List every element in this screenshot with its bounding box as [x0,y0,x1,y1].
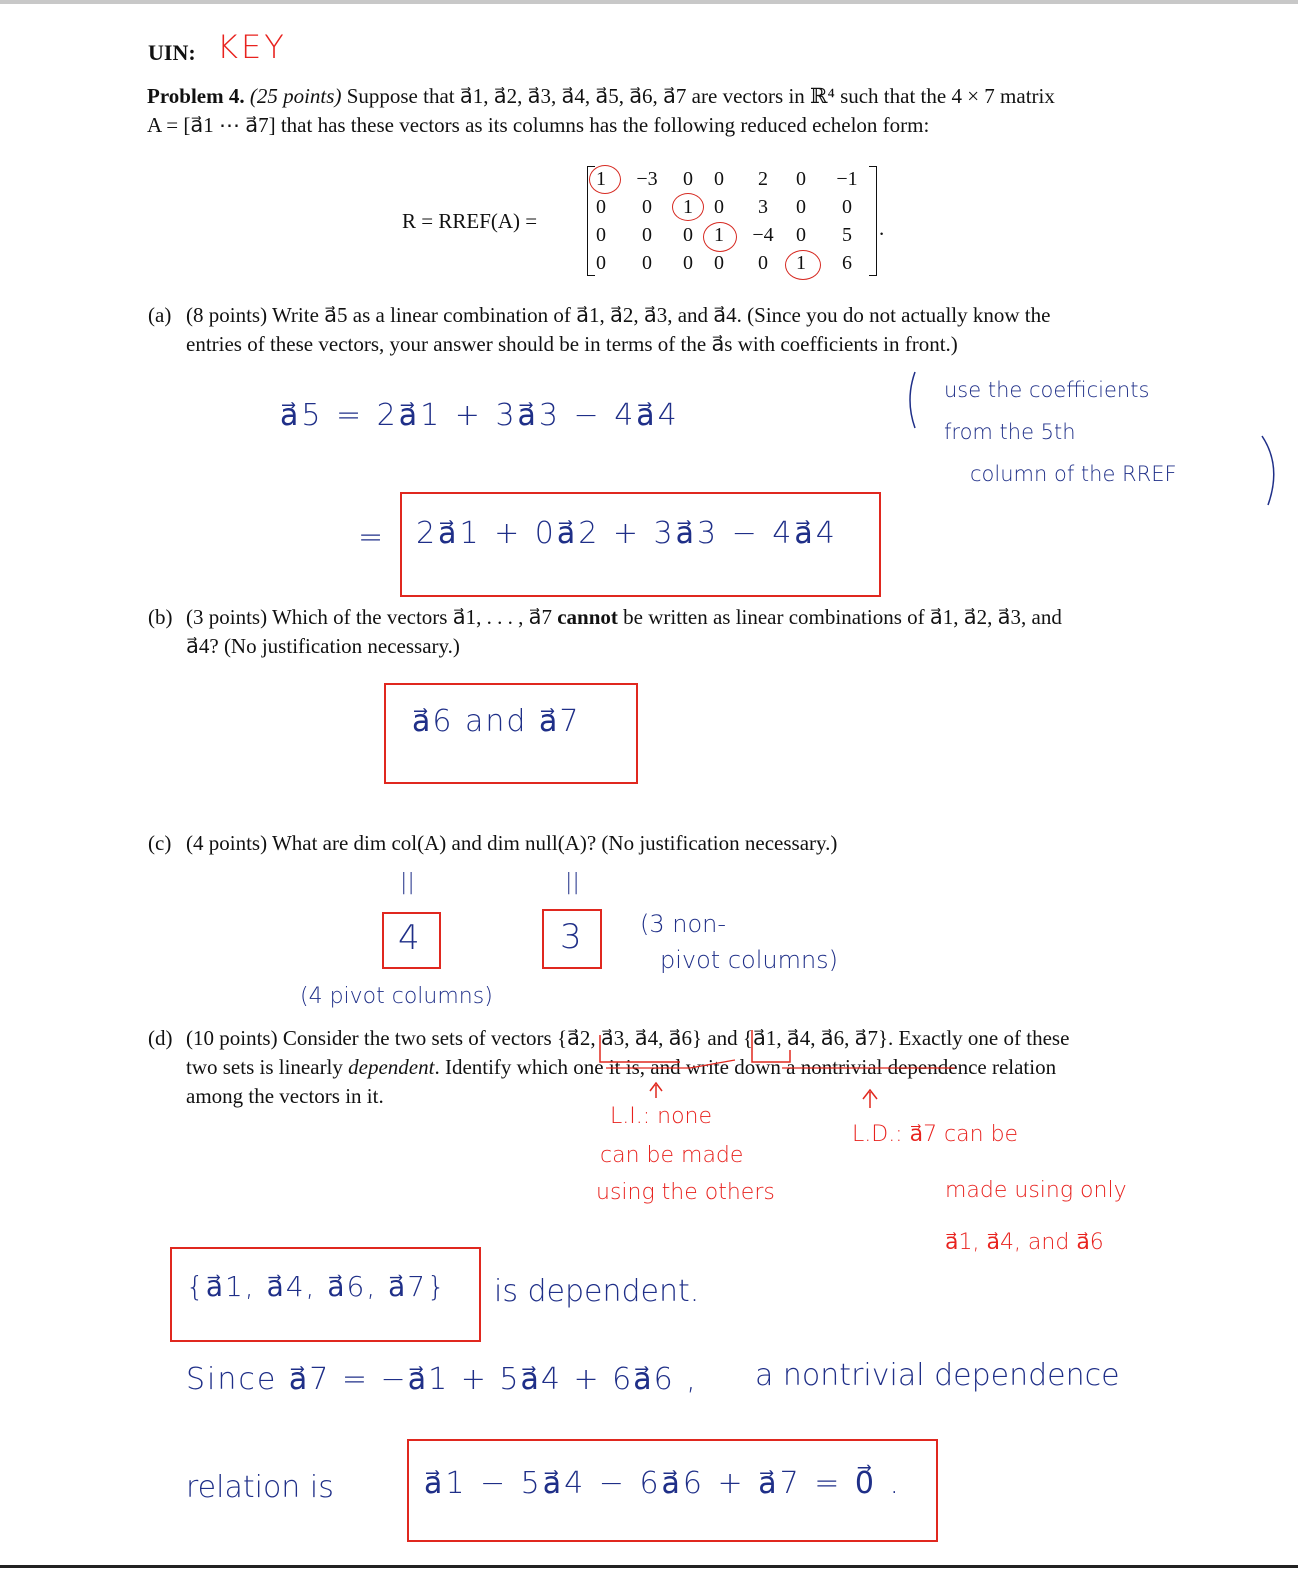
part-a-line2: entries of these vectors, your answer should be in terms of the a⃗s with coefficients in front.) [186,332,958,356]
part-b-label: (b) [148,605,173,629]
li-note3: using the others [596,1180,775,1205]
part-d-line2-post: . Identify which one it is, and write down a nontrivial dependence relation [434,1055,1057,1079]
part-c-label: (c) [148,831,172,855]
problem-points: (25 points) [249,84,342,108]
part-c-line1: (4 points) What are dim col(A) and dim null(A)? (No justification necessary.) [186,831,838,855]
matrix-cell: 0 [796,168,806,190]
matrix-cell: −3 [636,168,658,190]
matrix-cell: 0 [642,252,652,274]
part-d-is-dependent: is dependent. [494,1274,700,1309]
ld-note2: made using only [945,1178,1127,1203]
matrix-cell: 0 [714,196,724,218]
part-c-note-col: (4 pivot columns) [300,984,493,1009]
part-c-note-null2: pivot columns) [660,946,839,974]
matrix-cell: 5 [842,224,852,246]
matrix-cell: 0 [714,252,724,274]
part-b-line1-pre: (3 points) Which of the vectors a⃗1, . . . , a⃗7 [186,605,558,629]
part-b-line1-post: be written as linear combinations of a⃗1, a⃗2, a⃗3, and [617,605,1062,629]
matrix-cell: 0 [642,224,652,246]
matrix-cell: 0 [796,224,806,246]
uin-value: KEY [217,28,287,66]
matrix-cell: 0 [596,252,606,274]
part-d-line1: (10 points) Consider the two sets of vectors {a⃗2, a⃗3, a⃗4, a⃗6} and {a⃗1, a⃗4, a⃗6, a⃗7}. Exactly one of these [186,1026,1070,1050]
part-d-nontrivial: a nontrivial dependence [755,1358,1120,1393]
part-b-cannot: cannot [557,605,618,629]
li-note1: L.I.: none [610,1104,713,1129]
uin-label: UIN: [148,40,196,65]
matrix-cell: 1 [714,224,724,246]
part-a-note1: use the coefficients [944,378,1150,402]
matrix-cell: 0 [842,196,852,218]
matrix-cell: 0 [596,224,606,246]
matrix-cell: −1 [836,168,858,190]
part-c-note-null1: (3 non- [640,910,727,938]
matrix-cell: 3 [758,196,768,218]
part-c-eq2: || [565,870,580,895]
part-d-set-answer: {a⃗1, a⃗4, a⃗6, a⃗7} [186,1270,447,1303]
matrix-cell: −4 [752,224,774,246]
part-d-label: (d) [148,1026,173,1050]
rref-label: R = RREF(A) = [402,209,538,233]
part-d-line3: among the vectors in it. [186,1084,384,1108]
matrix-period: . [879,216,885,240]
matrix-cell: 0 [683,252,693,274]
matrix-cell: 1 [683,196,693,218]
problem-line2: A = [a⃗1 ⋯ a⃗7] that has these vectors as its columns has the following reduced echelon form: [147,113,930,137]
part-c-eq1: || [400,870,415,895]
dim-null-value: 3 [560,917,582,957]
part-b-answer: a⃗6 and a⃗7 [412,704,581,739]
problem-title: Problem 4. [147,84,245,108]
part-a-line1: (8 points) Write a⃗5 as a linear combination of a⃗1, a⃗2, a⃗3, and a⃗4. (Since you do not actually know the [186,303,1051,327]
matrix-cell: 0 [796,196,806,218]
matrix-cell: 1 [796,252,806,274]
matrix-cell: 0 [714,168,724,190]
part-d-line2-pre: two sets is linearly [186,1055,349,1079]
part-a-work: a⃗5 = 2a⃗1 + 3a⃗3 − 4a⃗4 [280,398,680,433]
dim-col-value: 4 [398,918,420,958]
part-d-since: Since a⃗7 = −a⃗1 + 5a⃗4 + 6a⃗6 , [186,1362,698,1397]
matrix-cell: 0 [642,196,652,218]
matrix-cell: 0 [758,252,768,274]
matrix-cell: 6 [842,252,852,274]
part-a-answer: 2a⃗1 + 0a⃗2 + 3a⃗3 − 4a⃗4 [416,516,838,551]
part-a-note2: from the 5th [944,420,1076,444]
part-a-note3: column of the RREF [970,462,1177,486]
part-b-line2: a⃗4? (No justification necessary.) [186,634,460,658]
ld-note3: a⃗1, a⃗4, and a⃗6 [945,1230,1104,1255]
matrix-cell: 0 [596,196,606,218]
matrix-cell: 0 [683,168,693,190]
ld-note1: L.D.: a⃗7 can be [852,1122,1019,1147]
part-d-relation-is: relation is [186,1470,334,1505]
matrix-cell: 2 [758,168,768,190]
matrix-cell: 0 [683,224,693,246]
part-d-dependent: dependent [348,1055,435,1079]
part-a-label: (a) [148,303,172,327]
bottom-border [0,1565,1298,1568]
matrix-cell: 1 [596,168,606,190]
part-d-relation: a⃗1 − 5a⃗4 − 6a⃗6 + a⃗7 = 0⃗ . [424,1466,903,1501]
problem-line1: Suppose that a⃗1, a⃗2, a⃗3, a⃗4, a⃗5, a⃗6, a⃗7 are vectors in ℝ⁴ such that the 4 × 7 matrix [346,84,1055,108]
part-a-equals: = [358,520,384,555]
li-note2: can be made [600,1143,744,1168]
